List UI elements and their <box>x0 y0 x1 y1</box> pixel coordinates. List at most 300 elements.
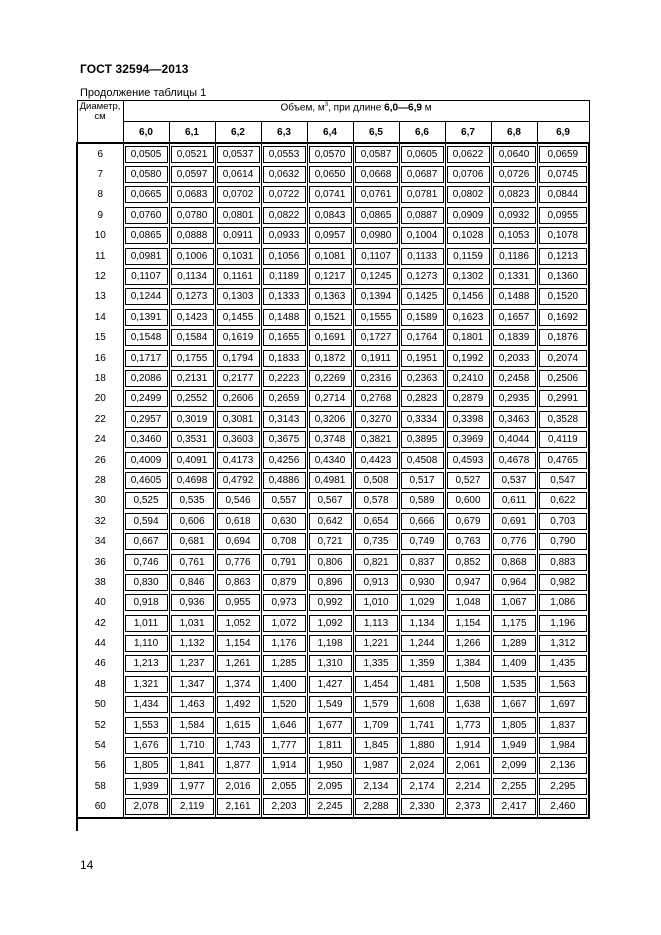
volume-cell <box>215 491 261 511</box>
length-header-cell: 6,7 <box>445 122 491 144</box>
volume-value: 0,1360 <box>539 268 588 285</box>
volume-cell <box>491 735 537 755</box>
volume-value: 0,0844 <box>539 186 588 203</box>
volume-cell <box>537 797 589 818</box>
diameter-cell <box>77 389 123 409</box>
diameter-value: 30 <box>94 495 106 507</box>
volume-value: 1,741 <box>401 717 444 734</box>
volume-cell <box>537 368 589 388</box>
volume-value: 0,3019 <box>171 411 214 428</box>
volume-cell <box>353 593 399 613</box>
volume-value: 0,0909 <box>447 207 490 224</box>
table-row <box>77 511 589 531</box>
volume-value: 2,016 <box>217 778 260 795</box>
volume-cell <box>445 143 491 164</box>
volume-cell <box>353 470 399 490</box>
volume-cell <box>123 735 169 755</box>
volume-cell <box>399 470 445 490</box>
volume-cell <box>169 307 215 327</box>
volume-value: 0,1911 <box>355 350 398 367</box>
volume-value: 0,1589 <box>401 309 444 326</box>
volume-value: 1,266 <box>447 635 490 652</box>
diameter-cell <box>77 593 123 613</box>
volume-value: 0,790 <box>539 533 588 550</box>
volume-cell <box>491 226 537 246</box>
volume-cell <box>445 185 491 205</box>
length-header-cell: 6,2 <box>215 122 261 144</box>
volume-cell <box>399 531 445 551</box>
volume-value: 0,4119 <box>539 431 588 448</box>
volume-cell <box>445 756 491 776</box>
volume-value: 0,992 <box>309 594 352 611</box>
volume-value: 0,0722 <box>263 186 306 203</box>
volume-cell <box>123 552 169 572</box>
volume-value: 1,481 <box>401 676 444 693</box>
volume-cell <box>169 735 215 755</box>
volume-cell <box>537 266 589 286</box>
volume-value: 1,710 <box>171 737 214 754</box>
volume-cell <box>445 613 491 633</box>
table-row <box>77 715 589 735</box>
volume-cell <box>399 429 445 449</box>
volume-value: 0,0801 <box>217 207 260 224</box>
diameter-cell <box>77 328 123 348</box>
volume-value: 2,417 <box>493 798 536 815</box>
volume-value: 0,2606 <box>217 390 260 407</box>
volume-cell <box>261 307 307 327</box>
volume-value: 0,1801 <box>447 329 490 346</box>
volume-value: 0,973 <box>263 594 306 611</box>
volume-cell <box>123 797 169 818</box>
volume-cell <box>353 491 399 511</box>
volume-value: 1,677 <box>309 717 352 734</box>
volume-value: 0,546 <box>217 492 260 509</box>
volume-value: 1,914 <box>447 737 490 754</box>
volume-value: 0,3675 <box>263 431 306 448</box>
volume-cell <box>169 287 215 307</box>
volume-cell <box>215 246 261 266</box>
volume-value: 0,0553 <box>263 146 306 163</box>
volume-cell <box>353 552 399 572</box>
volume-value: 0,2659 <box>263 390 306 407</box>
volume-cell <box>261 633 307 653</box>
volume-cell <box>353 266 399 286</box>
diameter-value: 54 <box>94 740 106 752</box>
volume-cell <box>353 613 399 633</box>
volume-cell <box>123 695 169 715</box>
volume-cell <box>123 368 169 388</box>
volume-cell <box>123 674 169 694</box>
volume-value: 0,4423 <box>355 452 398 469</box>
volume-value: 0,0570 <box>309 146 352 163</box>
volume-value: 0,0597 <box>171 166 214 183</box>
volume-value: 0,0665 <box>125 186 168 203</box>
volume-value: 0,630 <box>263 513 306 530</box>
volume-cell <box>445 633 491 653</box>
volume-value: 0,936 <box>171 594 214 611</box>
diameter-value: 10 <box>94 230 106 242</box>
volume-cell <box>399 164 445 184</box>
volume-cell <box>215 389 261 409</box>
volume-cell <box>491 552 537 572</box>
volume-value: 0,2410 <box>447 370 490 387</box>
volume-cell <box>261 715 307 735</box>
volume-value: 1,646 <box>263 717 306 734</box>
page-number: 14 <box>80 858 94 872</box>
volume-cell <box>353 348 399 368</box>
volume-cell <box>123 756 169 776</box>
volume-value: 0,0706 <box>447 166 490 183</box>
volume-value: 1,072 <box>263 615 306 632</box>
volume-value: 0,2458 <box>493 370 536 387</box>
volume-value: 1,880 <box>401 737 444 754</box>
volume-value: 0,3969 <box>447 431 490 448</box>
table-left-tail-line <box>76 819 78 831</box>
volume-cell <box>215 450 261 470</box>
volume-value: 0,703 <box>539 513 588 530</box>
volume-cell <box>261 593 307 613</box>
volume-cell <box>261 511 307 531</box>
volume-cell <box>399 735 445 755</box>
volume-value: 0,666 <box>401 513 444 530</box>
volume-value: 0,0605 <box>401 146 444 163</box>
volume-value: 0,557 <box>263 492 306 509</box>
volume-value: 0,763 <box>447 533 490 550</box>
volume-cell <box>261 328 307 348</box>
volume-value: 2,460 <box>539 798 588 815</box>
volume-value: 1,977 <box>171 778 214 795</box>
volume-cell <box>307 368 353 388</box>
volume-cell <box>307 735 353 755</box>
length-header-cell: 6,9 <box>537 122 589 144</box>
table-row <box>77 409 589 429</box>
volume-value: 2,136 <box>539 757 588 774</box>
diameter-value: 22 <box>94 413 106 425</box>
volume-value: 0,1159 <box>447 248 490 265</box>
volume-cell <box>261 654 307 674</box>
volume-value: 0,0650 <box>309 166 352 183</box>
volume-value: 0,776 <box>493 533 536 550</box>
volume-cell <box>307 756 353 776</box>
volume-cell <box>215 756 261 776</box>
diameter-cell <box>77 531 123 551</box>
volume-value: 0,4340 <box>309 452 352 469</box>
volume-value: 0,1488 <box>263 309 306 326</box>
volume-value: 1,029 <box>401 594 444 611</box>
volume-value: 0,1391 <box>125 309 168 326</box>
volume-cell <box>261 287 307 307</box>
volume-value: 1,773 <box>447 717 490 734</box>
volume-value: 0,1764 <box>401 329 444 346</box>
volume-cell <box>399 776 445 796</box>
volume-value: 0,1584 <box>171 329 214 346</box>
volume-value: 1,563 <box>539 676 588 693</box>
volume-cell <box>353 695 399 715</box>
volume-cell <box>537 389 589 409</box>
volume-cell <box>399 328 445 348</box>
volume-cell <box>399 246 445 266</box>
length-header-cell: 6,4 <box>307 122 353 144</box>
volume-cell <box>353 389 399 409</box>
volume-value: 0,0668 <box>355 166 398 183</box>
volume-value: 0,0614 <box>217 166 260 183</box>
diameter-value: 7 <box>97 169 104 181</box>
volume-cell <box>123 307 169 327</box>
volume-value: 0,1244 <box>125 288 168 305</box>
volume-value: 0,2074 <box>539 350 588 367</box>
volume-cell <box>537 409 589 429</box>
volume-value: 0,1691 <box>309 329 352 346</box>
volume-cell <box>307 572 353 592</box>
volume-cell <box>169 572 215 592</box>
volume-cell <box>353 674 399 694</box>
volume-value: 1,310 <box>309 655 352 672</box>
volume-value: 1,086 <box>539 594 588 611</box>
volume-value: 1,384 <box>447 655 490 672</box>
volume-cell <box>353 450 399 470</box>
volume-value: 0,517 <box>401 472 444 489</box>
volume-value: 0,535 <box>171 492 214 509</box>
volume-value: 0,589 <box>401 492 444 509</box>
volume-cell <box>353 205 399 225</box>
volume-value: 0,2935 <box>493 390 536 407</box>
volume-value: 0,1189 <box>263 268 306 285</box>
volume-value: 0,3206 <box>309 411 352 428</box>
volume-value: 0,3334 <box>401 411 444 428</box>
diameter-cell <box>77 491 123 511</box>
volume-cell <box>215 143 261 164</box>
volume-value: 0,679 <box>447 513 490 530</box>
volume-cell <box>445 674 491 694</box>
volume-cell <box>537 328 589 348</box>
volume-cell <box>537 470 589 490</box>
volume-cell <box>445 776 491 796</box>
volume-cell <box>399 307 445 327</box>
diameter-cell <box>77 287 123 307</box>
volume-cell <box>307 450 353 470</box>
volume-cell <box>169 633 215 653</box>
volume-value: 0,0580 <box>125 166 168 183</box>
volume-value: 1,321 <box>125 676 168 693</box>
volume-cell <box>445 511 491 531</box>
volume-value: 0,1717 <box>125 350 168 367</box>
table-row <box>77 572 589 592</box>
volume-value: 1,608 <box>401 696 444 713</box>
volume-cell <box>215 287 261 307</box>
diameter-cell <box>77 654 123 674</box>
volume-value: 1,805 <box>493 717 536 734</box>
volume-cell <box>491 164 537 184</box>
span-range: 6,0—6,9 <box>384 102 422 114</box>
table-row <box>77 143 589 164</box>
volume-cell <box>353 287 399 307</box>
volume-cell <box>399 511 445 531</box>
volume-value: 0,746 <box>125 554 168 571</box>
volume-value: 0,708 <box>263 533 306 550</box>
volume-value: 0,3748 <box>309 431 352 448</box>
volume-table <box>76 100 590 819</box>
diameter-value: 8 <box>97 189 104 201</box>
volume-value: 0,0888 <box>171 227 214 244</box>
volume-cell <box>399 389 445 409</box>
volume-cell <box>261 409 307 429</box>
table-row <box>77 776 589 796</box>
diameter-value: 36 <box>94 556 106 568</box>
volume-value: 0,852 <box>447 554 490 571</box>
volume-cell <box>123 328 169 348</box>
diameter-value: 18 <box>94 372 106 384</box>
volume-value: 0,1078 <box>539 227 588 244</box>
volume-cell <box>353 368 399 388</box>
volume-value: 0,0632 <box>263 166 306 183</box>
volume-cell <box>491 695 537 715</box>
volume-cell <box>491 368 537 388</box>
volume-value: 0,1520 <box>539 288 588 305</box>
volume-value: 1,196 <box>539 615 588 632</box>
volume-value: 0,1333 <box>263 288 306 305</box>
volume-value: 0,4765 <box>539 452 588 469</box>
diameter-header: Диаметр, см <box>77 101 123 144</box>
volume-cell <box>491 307 537 327</box>
volume-cell <box>537 307 589 327</box>
volume-value: 0,1303 <box>217 288 260 305</box>
volume-value: 1,427 <box>309 676 352 693</box>
volume-cell <box>445 348 491 368</box>
volume-value: 0,846 <box>171 574 214 591</box>
volume-cell <box>307 246 353 266</box>
volume-value: 0,1161 <box>217 268 260 285</box>
volume-cell <box>169 409 215 429</box>
volume-cell <box>445 164 491 184</box>
diameter-value: 58 <box>94 780 106 792</box>
volume-value: 0,2991 <box>539 390 588 407</box>
volume-value: 0,3270 <box>355 411 398 428</box>
diameter-cell <box>77 429 123 449</box>
volume-value: 0,611 <box>493 492 536 509</box>
volume-cell <box>261 246 307 266</box>
volume-value: 0,622 <box>539 492 588 509</box>
volume-cell <box>261 695 307 715</box>
volume-value: 0,982 <box>539 574 588 591</box>
volume-value: 2,203 <box>263 798 306 815</box>
volume-cell <box>123 226 169 246</box>
table-row <box>77 756 589 776</box>
diameter-cell <box>77 143 123 164</box>
volume-value: 0,1727 <box>355 329 398 346</box>
volume-value: 0,1081 <box>309 248 352 265</box>
volume-cell <box>353 531 399 551</box>
volume-cell <box>307 205 353 225</box>
volume-value: 1,553 <box>125 717 168 734</box>
volume-value: 1,845 <box>355 737 398 754</box>
volume-cell <box>353 226 399 246</box>
volume-cell <box>261 776 307 796</box>
volume-value: 0,0980 <box>355 227 398 244</box>
volume-cell <box>399 287 445 307</box>
span-superscript: 3 <box>324 102 329 108</box>
volume-cell <box>353 409 399 429</box>
volume-cell <box>215 695 261 715</box>
volume-value: 1,237 <box>171 655 214 672</box>
volume-cell <box>215 470 261 490</box>
volume-cell <box>123 205 169 225</box>
volume-cell <box>491 185 537 205</box>
volume-cell <box>169 531 215 551</box>
diameter-value: 32 <box>94 515 106 527</box>
volume-value: 0,2269 <box>309 370 352 387</box>
diameter-value: 40 <box>94 597 106 609</box>
volume-value: 0,3603 <box>217 431 260 448</box>
volume-value: 0,1217 <box>309 268 352 285</box>
volume-cell <box>445 715 491 735</box>
volume-cell <box>399 797 445 818</box>
volume-value: 0,642 <box>309 513 352 530</box>
volume-value: 2,255 <box>493 778 536 795</box>
volume-cell <box>353 735 399 755</box>
volume-value: 0,1245 <box>355 268 398 285</box>
volume-cell <box>215 531 261 551</box>
volume-value: 1,335 <box>355 655 398 672</box>
volume-cell <box>491 715 537 735</box>
volume-value: 0,2879 <box>447 390 490 407</box>
volume-cell <box>537 776 589 796</box>
volume-cell <box>215 735 261 755</box>
volume-cell <box>537 593 589 613</box>
volume-cell <box>399 552 445 572</box>
volume-value: 0,0622 <box>447 146 490 163</box>
volume-cell <box>445 409 491 429</box>
table-row <box>77 593 589 613</box>
volume-cell <box>491 756 537 776</box>
volume-value: 0,1839 <box>493 329 536 346</box>
volume-value: 0,0521 <box>171 146 214 163</box>
volume-value: 1,949 <box>493 737 536 754</box>
volume-value: 1,400 <box>263 676 306 693</box>
volume-cell <box>307 633 353 653</box>
volume-value: 0,2552 <box>171 390 214 407</box>
volume-value: 1,667 <box>493 696 536 713</box>
volume-value: 0,1623 <box>447 309 490 326</box>
volume-cell <box>537 572 589 592</box>
table-body <box>77 143 589 818</box>
volume-cell <box>307 531 353 551</box>
volume-value: 0,1031 <box>217 248 260 265</box>
diameter-cell <box>77 450 123 470</box>
volume-value: 0,0683 <box>171 186 214 203</box>
volume-cell <box>215 368 261 388</box>
volume-value: 0,0687 <box>401 166 444 183</box>
volume-value: 1,110 <box>125 635 168 652</box>
volume-cell <box>169 429 215 449</box>
volume-value: 1,409 <box>493 655 536 672</box>
volume-value: 1,811 <box>309 737 352 754</box>
diameter-cell <box>77 552 123 572</box>
volume-value: 1,285 <box>263 655 306 672</box>
volume-cell <box>261 797 307 818</box>
volume-cell <box>261 348 307 368</box>
length-header-cell: 6,8 <box>491 122 537 144</box>
volume-cell <box>215 205 261 225</box>
volume-cell <box>399 674 445 694</box>
volume-value: 2,174 <box>401 778 444 795</box>
volume-cell <box>399 654 445 674</box>
volume-value: 0,1028 <box>447 227 490 244</box>
volume-value: 0,821 <box>355 554 398 571</box>
volume-value: 0,4044 <box>493 431 536 448</box>
volume-value: 0,776 <box>217 554 260 571</box>
volume-value: 0,0865 <box>355 207 398 224</box>
volume-cell <box>491 572 537 592</box>
